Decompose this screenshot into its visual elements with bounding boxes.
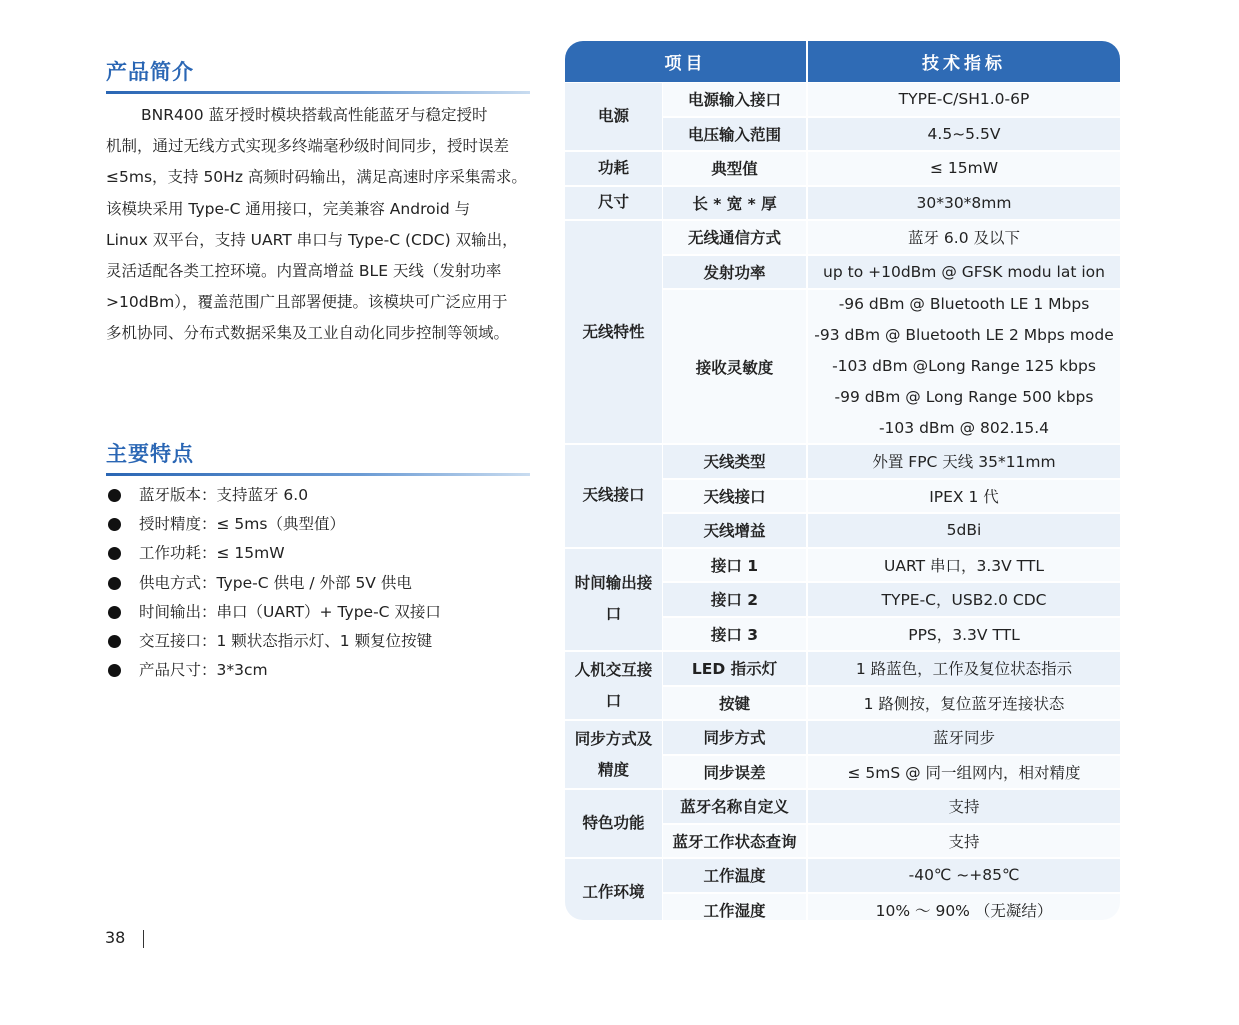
spec-value: 支持 <box>808 825 1120 858</box>
features-title-rule <box>106 473 530 476</box>
spec-item: 工作湿度 <box>663 894 806 921</box>
feature-item <box>106 598 530 627</box>
bullet-icon <box>108 635 121 648</box>
spec-table <box>565 41 1120 920</box>
spec-item: 典型值 <box>663 152 806 185</box>
spec-value-line: -99 dBm @ Long Range 500 kbps <box>834 388 1094 406</box>
spec-category: 时间输出接口 <box>565 549 662 651</box>
feature-text: 交互接口：1 颗状态指示灯、1 颗复位按键 <box>139 631 433 650</box>
feature-text: 工作功耗：≤ 15mW <box>139 544 285 563</box>
spec-value: 1 路侧按，复位蓝牙连接状态 <box>808 687 1120 720</box>
spec-category: 尺寸 <box>565 187 662 220</box>
spec-item: 天线类型 <box>663 445 806 478</box>
spec-item: 电压输入范围 <box>663 118 806 151</box>
feature-item <box>106 656 530 685</box>
intro-title-rule <box>106 91 530 94</box>
spec-item: 电源输入接口 <box>663 83 806 116</box>
bullet-icon <box>108 489 121 502</box>
spec-category: 同步方式及精度 <box>565 721 662 788</box>
spec-value-line: -96 dBm @ Bluetooth LE 1 Mbps <box>838 295 1090 313</box>
feature-text: 时间输出：串口（UART）+ Type-C 双接口 <box>139 602 441 621</box>
header-spec: 技术指标 <box>808 41 1120 82</box>
spec-category: 工作环境 <box>565 859 662 920</box>
features-list <box>106 481 530 685</box>
spec-value: UART 串口，3.3V TTL <box>808 549 1120 582</box>
bullet-icon <box>108 518 121 531</box>
spec-value: up to +10dBm @ GFSK modu lat ion <box>808 256 1120 289</box>
spec-value: ≤ 15mW <box>808 152 1120 185</box>
spec-value: -40℃ ~+85℃ <box>808 859 1120 892</box>
spec-item: 接口 3 <box>663 618 806 651</box>
spec-value: 蓝牙同步 <box>808 721 1120 754</box>
spec-value: 5dBi <box>808 514 1120 547</box>
spec-value: 支持 <box>808 790 1120 823</box>
spec-value: ≤ 5mS @ 同一组网内，相对精度 <box>808 756 1120 789</box>
intro-paragraph <box>106 100 530 350</box>
feature-text: 授时精度：≤ 5ms（典型值） <box>139 515 345 534</box>
spec-category: 人机交互接口 <box>565 652 662 719</box>
spec-category: 特色功能 <box>565 790 662 857</box>
page-number-divider <box>143 930 144 948</box>
feature-item <box>106 481 530 510</box>
feature-item <box>106 627 530 656</box>
spec-value: PPS，3.3V TTL <box>808 618 1120 651</box>
spec-item: 无线通信方式 <box>663 221 806 254</box>
spec-item: 长 * 宽 * 厚 <box>663 187 806 220</box>
spec-category: 天线接口 <box>565 445 662 547</box>
spec-value: 外置 FPC 天线 35*11mm <box>808 445 1120 478</box>
spec-item: 蓝牙工作状态查询 <box>663 825 806 858</box>
spec-item: 蓝牙名称自定义 <box>663 790 806 823</box>
intro-title: 产品简介 <box>106 60 194 84</box>
page-number: 38 <box>105 928 126 947</box>
bullet-icon <box>108 664 121 677</box>
spec-value: 蓝牙 6.0 及以下 <box>808 221 1120 254</box>
spec-item: 接口 2 <box>663 583 806 616</box>
spec-value: 1 路蓝色，工作及复位状态指示 <box>808 652 1120 685</box>
intro-line: 多机协同、分布式数据采集及工业自动化同步控制等领域。 <box>106 324 510 343</box>
feature-item <box>106 569 530 598</box>
intro-line: 该模块采用 Type-C 通用接口，完美兼容 Android 与 <box>106 199 471 218</box>
spec-value: IPEX 1 代 <box>808 480 1120 513</box>
spec-item: 接口 1 <box>663 549 806 582</box>
intro-line: ≤5ms，支持 50Hz 高频时码输出，满足高速时序采集需求。 <box>106 168 527 187</box>
spec-value: 4.5~5.5V <box>808 118 1120 151</box>
spec-value: 10% ～ 90% （无凝结） <box>808 894 1120 921</box>
spec-value: 30*30*8mm <box>808 187 1120 220</box>
spec-value-line: -103 dBm @ 802.15.4 <box>878 419 1050 437</box>
spec-item: 同步误差 <box>663 756 806 789</box>
spec-value: TYPE-C/SH1.0-6P <box>808 83 1120 116</box>
feature-item <box>106 539 530 568</box>
intro-line: Linux 双平台，支持 UART 串口与 Type-C (CDC) 双输出， <box>106 230 518 249</box>
spec-item: 天线增益 <box>663 514 806 547</box>
spec-item: 工作温度 <box>663 859 806 892</box>
bullet-icon <box>108 606 121 619</box>
intro-line: 灵活适配各类工控环境。内置高增益 BLE 天线（发射功率 <box>106 262 502 281</box>
spec-item: 同步方式 <box>663 721 806 754</box>
spec-value-line: -93 dBm @ Bluetooth LE 2 Mbps mode <box>814 326 1114 344</box>
spec-item: LED 指示灯 <box>663 652 806 685</box>
intro-line: 机制，通过无线方式实现多终端毫秒级时间同步，授时误差 <box>106 137 510 156</box>
spec-value-line: -103 dBm @Long Range 125 kbps <box>832 357 1096 375</box>
intro-line: BNR400 蓝牙授时模块搭载高性能蓝牙与稳定授时 <box>141 106 488 124</box>
feature-item <box>106 510 530 539</box>
intro-line: >10dBm），覆盖范围广且部署便捷。该模块可广泛应用于 <box>106 293 508 312</box>
header-item: 项目 <box>565 41 806 82</box>
spec-value: TYPE-C，USB2.0 CDC <box>808 583 1120 616</box>
feature-text: 供电方式：Type-C 供电 / 外部 5V 供电 <box>139 573 412 592</box>
bullet-icon <box>108 547 121 560</box>
spec-category: 电源 <box>565 83 662 150</box>
spec-item: 发射功率 <box>663 256 806 289</box>
spec-item: 接收灵敏度 <box>663 290 806 443</box>
feature-text: 产品尺寸：3*3cm <box>139 661 268 680</box>
spec-category: 无线特性 <box>565 221 662 443</box>
spec-category: 功耗 <box>565 152 662 185</box>
feature-text: 蓝牙版本：支持蓝牙 6.0 <box>139 486 309 504</box>
spec-item: 按键 <box>663 687 806 720</box>
spec-value <box>808 290 1120 443</box>
spec-item: 天线接口 <box>663 480 806 513</box>
bullet-icon <box>108 577 121 590</box>
features-title: 主要特点 <box>106 442 194 466</box>
